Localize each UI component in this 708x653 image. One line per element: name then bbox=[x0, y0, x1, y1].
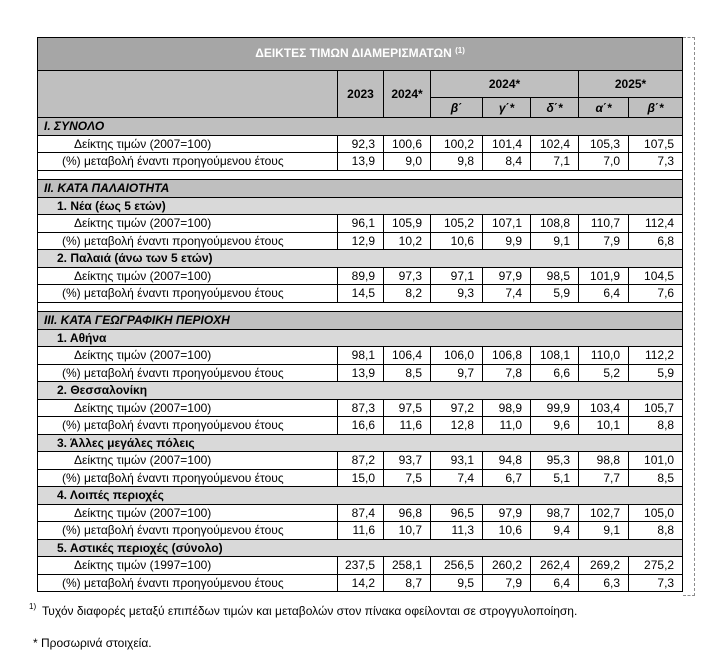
spacer-cell bbox=[38, 170, 683, 180]
change-label: (%) μεταβολή έναντι προηγούμενου έτους bbox=[38, 522, 338, 540]
table-row bbox=[38, 364, 683, 382]
value-2025-q2: 275,2 bbox=[629, 557, 683, 575]
index-label: Δείκτης τιμών (2007=100) bbox=[38, 504, 338, 522]
value-2025-q1: 110,7 bbox=[579, 215, 629, 233]
index-label: Δείκτης τιμών (2007=100) bbox=[38, 452, 338, 470]
value-2024: 97,5 bbox=[384, 399, 431, 417]
value-2025-q2: 107,5 bbox=[629, 135, 683, 153]
header-group-2025: 2025* bbox=[579, 71, 683, 98]
value-2024: 105,9 bbox=[384, 215, 431, 233]
value-2024-q4: 9,4 bbox=[531, 522, 579, 540]
spacer-cell bbox=[38, 302, 683, 312]
value-2024-q3: 94,8 bbox=[483, 452, 531, 470]
value-2025-q1: 7,9 bbox=[579, 232, 629, 250]
header-year-2023: 2023 bbox=[338, 71, 384, 118]
group-row bbox=[38, 487, 683, 505]
value-2024-q2: 12,8 bbox=[431, 417, 483, 435]
value-2024-q4: 6,4 bbox=[531, 574, 579, 592]
value-2025-q1: 98,8 bbox=[579, 452, 629, 470]
title-row bbox=[38, 38, 683, 71]
value-2023: 237,5 bbox=[338, 557, 384, 575]
header-group-2024: 2024* bbox=[431, 71, 579, 98]
value-2023: 16,6 bbox=[338, 417, 384, 435]
value-2024: 258,1 bbox=[384, 557, 431, 575]
value-2024-q3: 11,0 bbox=[483, 417, 531, 435]
header-2025-q1: α΄* bbox=[579, 98, 629, 118]
value-2025-q1: 102,7 bbox=[579, 504, 629, 522]
value-2024-q4: 98,7 bbox=[531, 504, 579, 522]
footnote-rounding bbox=[29, 604, 689, 620]
value-2024-q3: 6,7 bbox=[483, 469, 531, 487]
value-2025-q1: 7,7 bbox=[579, 469, 629, 487]
value-2024-q4: 102,4 bbox=[531, 135, 579, 153]
table-row bbox=[38, 232, 683, 250]
change-label: (%) μεταβολή έναντι προηγούμενου έτους bbox=[38, 574, 338, 592]
value-2024-q2: 97,1 bbox=[431, 267, 483, 285]
value-2025-q1: 101,9 bbox=[579, 267, 629, 285]
value-2024: 10,2 bbox=[384, 232, 431, 250]
value-2023: 12,9 bbox=[338, 232, 384, 250]
value-2025-q1: 6,4 bbox=[579, 285, 629, 303]
value-2024: 8,5 bbox=[384, 364, 431, 382]
spacer-row bbox=[38, 302, 683, 312]
table-row bbox=[38, 557, 683, 575]
group-row bbox=[38, 329, 683, 347]
value-2023: 98,1 bbox=[338, 347, 384, 365]
table-row bbox=[38, 215, 683, 233]
value-2024-q3: 97,9 bbox=[483, 267, 531, 285]
value-2025-q2: 5,9 bbox=[629, 364, 683, 382]
footnote-text: Τυχόν διαφορές μεταξύ επιπέδων τιμών και μεταβολών στον πίνακα οφείλονται σε στρογγυλοποίηση. bbox=[42, 604, 578, 618]
change-label: (%) μεταβολή έναντι προηγούμενου έτους bbox=[38, 232, 338, 250]
section-row bbox=[38, 118, 683, 136]
header-row bbox=[38, 71, 683, 98]
value-2024: 11,6 bbox=[384, 417, 431, 435]
group-header: 3. Άλλες μεγάλες πόλεις bbox=[38, 434, 683, 452]
index-label: Δείκτης τιμών (1997=100) bbox=[38, 557, 338, 575]
section-header: I. ΣΥΝΟΛΟ bbox=[38, 118, 683, 136]
table-row bbox=[38, 522, 683, 540]
table-row bbox=[38, 504, 683, 522]
value-2023: 15,0 bbox=[338, 469, 384, 487]
change-label: (%) μεταβολή έναντι προηγούμενου έτους bbox=[38, 285, 338, 303]
value-2025-q2: 112,4 bbox=[629, 215, 683, 233]
table-row bbox=[38, 417, 683, 435]
value-2025-q2: 101,0 bbox=[629, 452, 683, 470]
value-2024-q4: 7,1 bbox=[531, 153, 579, 171]
value-2025-q1: 103,4 bbox=[579, 399, 629, 417]
index-label: Δείκτης τιμών (2007=100) bbox=[38, 347, 338, 365]
value-2024-q3: 97,9 bbox=[483, 504, 531, 522]
table-title-text: ΔΕΙΚΤΕΣ ΤΙΜΩΝ ΔΙΑΜΕΡΙΣΜΑΤΩΝ bbox=[255, 46, 452, 60]
value-2023: 14,5 bbox=[338, 285, 384, 303]
value-2025-q2: 105,7 bbox=[629, 399, 683, 417]
value-2025-q1: 110,0 bbox=[579, 347, 629, 365]
value-2025-q1: 105,3 bbox=[579, 135, 629, 153]
change-label: (%) μεταβολή έναντι προηγούμενου έτους bbox=[38, 153, 338, 171]
value-2024-q2: 105,2 bbox=[431, 215, 483, 233]
table-row bbox=[38, 267, 683, 285]
change-label: (%) μεταβολή έναντι προηγούμενου έτους bbox=[38, 469, 338, 487]
value-2024: 8,7 bbox=[384, 574, 431, 592]
group-row bbox=[38, 250, 683, 268]
value-2024-q2: 9,3 bbox=[431, 285, 483, 303]
value-2024: 97,3 bbox=[384, 267, 431, 285]
value-2024-q2: 9,8 bbox=[431, 153, 483, 171]
value-2024-q3: 8,4 bbox=[483, 153, 531, 171]
table-title bbox=[38, 38, 683, 71]
value-2024-q3: 98,9 bbox=[483, 399, 531, 417]
value-2025-q2: 104,5 bbox=[629, 267, 683, 285]
value-2023: 11,6 bbox=[338, 522, 384, 540]
value-2023: 14,2 bbox=[338, 574, 384, 592]
index-label: Δείκτης τιμών (2007=100) bbox=[38, 267, 338, 285]
group-header: 2. Θεσσαλονίκη bbox=[38, 382, 683, 400]
value-2025-q2: 7,3 bbox=[629, 574, 683, 592]
value-2023: 13,9 bbox=[338, 153, 384, 171]
group-row bbox=[38, 382, 683, 400]
value-2025-q1: 7,0 bbox=[579, 153, 629, 171]
value-2023: 89,9 bbox=[338, 267, 384, 285]
header-2024-q2: β΄ bbox=[431, 98, 483, 118]
value-2024-q3: 7,4 bbox=[483, 285, 531, 303]
value-2024-q2: 256,5 bbox=[431, 557, 483, 575]
value-2024-q3: 260,2 bbox=[483, 557, 531, 575]
value-2024: 100,6 bbox=[384, 135, 431, 153]
value-2023: 87,2 bbox=[338, 452, 384, 470]
section-header: II. ΚΑΤΑ ΠΑΛΑΙΟΤΗΤΑ bbox=[38, 180, 683, 198]
value-2024: 106,4 bbox=[384, 347, 431, 365]
table-row bbox=[38, 399, 683, 417]
value-2024-q4: 108,8 bbox=[531, 215, 579, 233]
value-2024-q2: 10,6 bbox=[431, 232, 483, 250]
value-2024-q3: 106,8 bbox=[483, 347, 531, 365]
group-header: 2. Παλαιά (άνω των 5 ετών) bbox=[38, 250, 683, 268]
table-row bbox=[38, 153, 683, 171]
group-header: 1. Νέα (έως 5 ετών) bbox=[38, 197, 683, 215]
value-2025-q1: 10,1 bbox=[579, 417, 629, 435]
value-2023: 96,1 bbox=[338, 215, 384, 233]
value-2024-q4: 262,4 bbox=[531, 557, 579, 575]
header-year-2024: 2024* bbox=[384, 71, 431, 118]
value-2024: 7,5 bbox=[384, 469, 431, 487]
table-row bbox=[38, 469, 683, 487]
value-2025-q1: 9,1 bbox=[579, 522, 629, 540]
value-2024-q3: 7,8 bbox=[483, 364, 531, 382]
value-2024-q2: 93,1 bbox=[431, 452, 483, 470]
header-2025-q2: β΄* bbox=[629, 98, 683, 118]
spacer-row bbox=[38, 170, 683, 180]
header-2024-q3: γ΄* bbox=[483, 98, 531, 118]
header-2024-q4: δ΄* bbox=[531, 98, 579, 118]
value-2024-q3: 101,4 bbox=[483, 135, 531, 153]
value-2024-q4: 99,9 bbox=[531, 399, 579, 417]
value-2024-q2: 106,0 bbox=[431, 347, 483, 365]
value-2024-q2: 97,2 bbox=[431, 399, 483, 417]
value-2024-q4: 5,9 bbox=[531, 285, 579, 303]
value-2024-q2: 9,5 bbox=[431, 574, 483, 592]
value-2024: 96,8 bbox=[384, 504, 431, 522]
section-row bbox=[38, 312, 683, 330]
value-2024-q2: 7,4 bbox=[431, 469, 483, 487]
footnote-marker: 1) bbox=[29, 602, 37, 611]
group-row bbox=[38, 434, 683, 452]
value-2024-q3: 10,6 bbox=[483, 522, 531, 540]
footnote-provisional: * Προσωρινά στοιχεία. bbox=[33, 636, 152, 650]
value-2024-q2: 9,7 bbox=[431, 364, 483, 382]
table-row bbox=[38, 574, 683, 592]
value-2025-q2: 8,5 bbox=[629, 469, 683, 487]
group-header: 1. Αθήνα bbox=[38, 329, 683, 347]
value-2025-q1: 6,3 bbox=[579, 574, 629, 592]
table-row bbox=[38, 285, 683, 303]
value-2025-q2: 7,6 bbox=[629, 285, 683, 303]
value-2025-q2: 7,3 bbox=[629, 153, 683, 171]
value-2023: 87,3 bbox=[338, 399, 384, 417]
table-row bbox=[38, 135, 683, 153]
index-label: Δείκτης τιμών (2007=100) bbox=[38, 215, 338, 233]
section-row bbox=[38, 180, 683, 198]
value-2023: 92,3 bbox=[338, 135, 384, 153]
section-header: III. ΚΑΤΑ ΓΕΩΓΡΑΦΙΚΗ ΠΕΡΙΟΧΗ bbox=[38, 312, 683, 330]
group-header: 5. Αστικές περιοχές (σύνολο) bbox=[38, 539, 683, 557]
value-2025-q2: 112,2 bbox=[629, 347, 683, 365]
value-2024-q3: 7,9 bbox=[483, 574, 531, 592]
group-row bbox=[38, 539, 683, 557]
value-2024-q4: 95,3 bbox=[531, 452, 579, 470]
value-2025-q2: 8,8 bbox=[629, 417, 683, 435]
header-label-blank bbox=[38, 71, 338, 118]
page-break-guide bbox=[683, 37, 695, 596]
value-2025-q1: 5,2 bbox=[579, 364, 629, 382]
value-2024-q3: 107,1 bbox=[483, 215, 531, 233]
price-index-table bbox=[37, 37, 683, 592]
value-2024-q4: 98,5 bbox=[531, 267, 579, 285]
value-2024-q4: 108,1 bbox=[531, 347, 579, 365]
value-2024: 8,2 bbox=[384, 285, 431, 303]
change-label: (%) μεταβολή έναντι προηγούμενου έτους bbox=[38, 364, 338, 382]
value-2023: 13,9 bbox=[338, 364, 384, 382]
value-2024-q3: 9,9 bbox=[483, 232, 531, 250]
index-label: Δείκτης τιμών (2007=100) bbox=[38, 135, 338, 153]
table-row bbox=[38, 347, 683, 365]
value-2024-q4: 5,1 bbox=[531, 469, 579, 487]
value-2025-q2: 6,8 bbox=[629, 232, 683, 250]
change-label: (%) μεταβολή έναντι προηγούμενου έτους bbox=[38, 417, 338, 435]
value-2024-q4: 6,6 bbox=[531, 364, 579, 382]
value-2023: 87,4 bbox=[338, 504, 384, 522]
title-footnote-ref: (1) bbox=[455, 46, 465, 55]
group-row bbox=[38, 197, 683, 215]
value-2024-q4: 9,1 bbox=[531, 232, 579, 250]
value-2025-q2: 8,8 bbox=[629, 522, 683, 540]
value-2024: 9,0 bbox=[384, 153, 431, 171]
index-label: Δείκτης τιμών (2007=100) bbox=[38, 399, 338, 417]
value-2024-q4: 9,6 bbox=[531, 417, 579, 435]
value-2024-q2: 11,3 bbox=[431, 522, 483, 540]
value-2025-q2: 105,0 bbox=[629, 504, 683, 522]
table-row bbox=[38, 452, 683, 470]
value-2025-q1: 269,2 bbox=[579, 557, 629, 575]
value-2024-q2: 96,5 bbox=[431, 504, 483, 522]
value-2024-q2: 100,2 bbox=[431, 135, 483, 153]
group-header: 4. Λοιπές περιοχές bbox=[38, 487, 683, 505]
value-2024: 10,7 bbox=[384, 522, 431, 540]
value-2024: 93,7 bbox=[384, 452, 431, 470]
